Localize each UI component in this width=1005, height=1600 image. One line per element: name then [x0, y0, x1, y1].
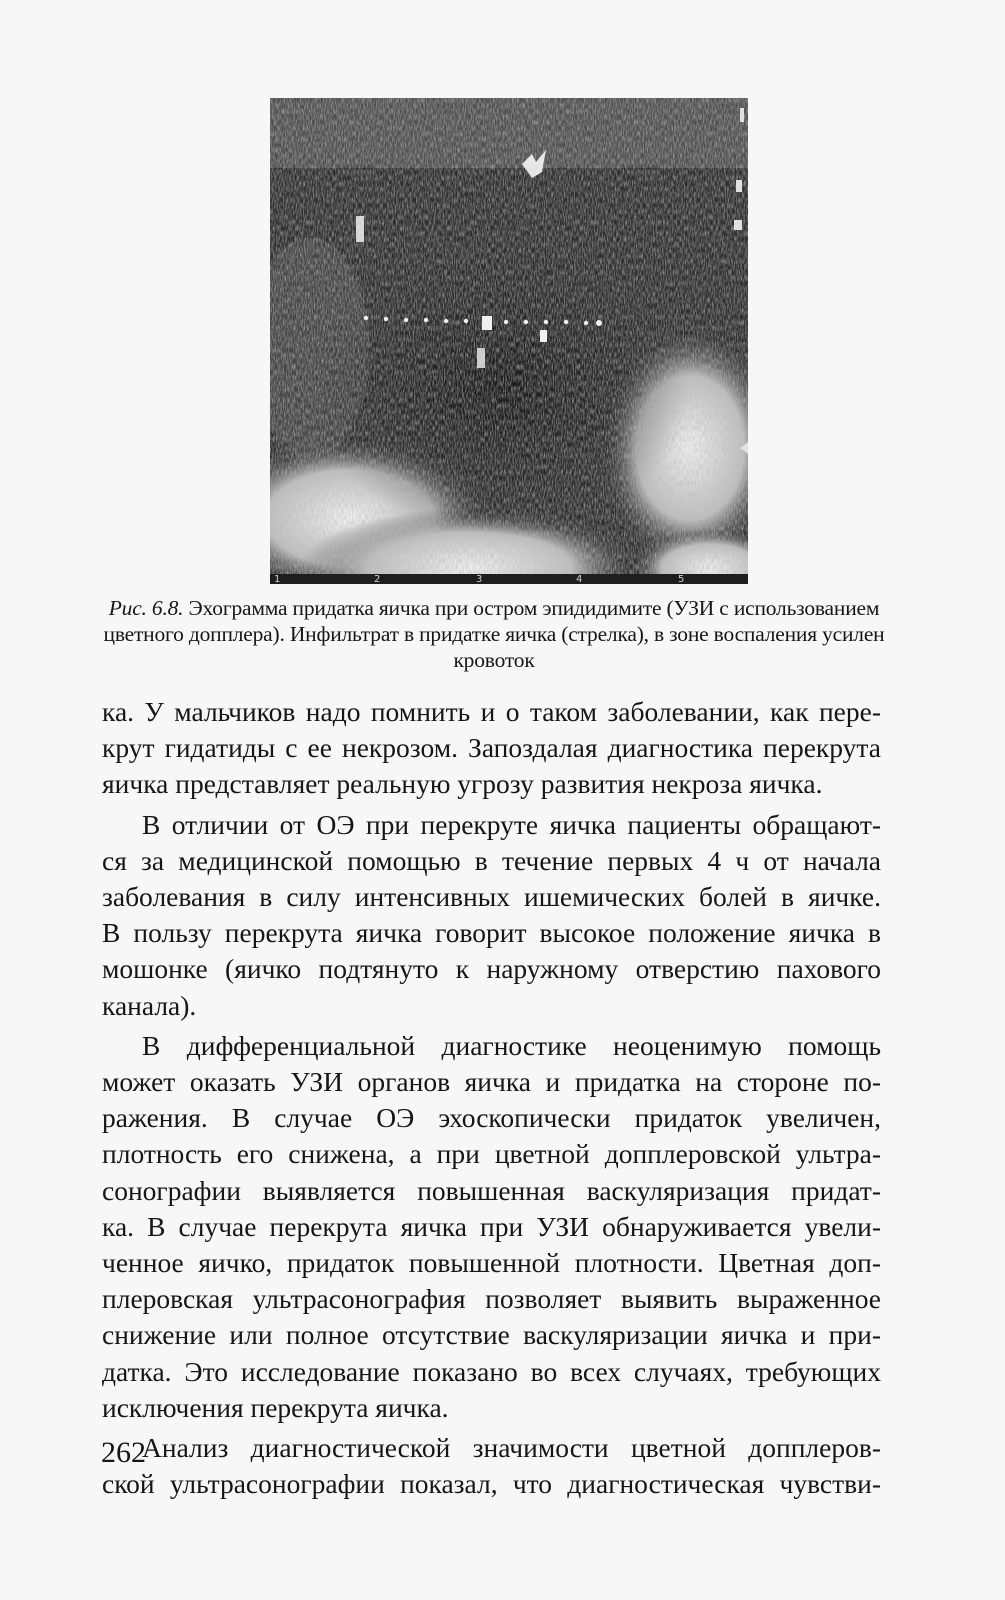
scale-marker: 2	[374, 574, 381, 584]
text-line: плотность его снижена, а при цветной допплеровской ультра-	[102, 1138, 881, 1170]
figure-caption	[100, 595, 888, 673]
paragraph	[102, 694, 881, 803]
text-line: ся за медицинской помощью в течение первых 4 ч от начала	[102, 844, 881, 876]
paragraph	[102, 807, 881, 1024]
text-line: крут гидатиды с ее некрозом. Запоздалая диагностика перекрута	[102, 732, 881, 764]
text-line: плеровская ультрасонография позволяет выявить выраженное	[102, 1283, 881, 1315]
text-line: яичка представляет реальную угрозу развития некроза яичка.	[102, 768, 823, 800]
text-line: снижение или полное отсутствие васкуляризации яичка и при-	[102, 1319, 881, 1351]
text-line: сонографии выявляется повышенная васкуляризация придат-	[102, 1174, 881, 1206]
text-line: может оказать УЗИ органов яичка и придатка на стороне по-	[102, 1066, 881, 1098]
text-line: мошонке (яичко подтянуто к наружному отверстию пахового	[102, 953, 881, 985]
text-line: канала).	[102, 989, 197, 1021]
text-line: ражения. В случае ОЭ эхоскопически придаток увеличен,	[102, 1102, 881, 1134]
page-number: 262	[101, 1436, 146, 1469]
ultrasound-figure	[270, 98, 748, 584]
body-text	[102, 694, 881, 1506]
scale-marker: 3	[476, 574, 483, 584]
text-line: ченное яичко, придаток повышенной плотности. Цветная доп-	[102, 1247, 881, 1279]
text-line: заболевания в силу интенсивных ишемических болей в яичке.	[102, 881, 881, 913]
text-line: В отличии от ОЭ при перекруте яичка пациенты обращают-	[142, 808, 881, 840]
text-line: ка. В случае перекрута яичка при УЗИ обнаруживается увели-	[102, 1210, 881, 1242]
text-line: Анализ диагностической значимости цветной допплеров-	[142, 1432, 881, 1464]
text-line: ка. У мальчиков надо помнить и о таком заболевании, как пере-	[102, 696, 881, 727]
text-line: В дифференциальной диагностике неоценимую помощь	[142, 1029, 881, 1061]
figure-label: Рис. 6.8.	[108, 596, 184, 620]
text-line: В пользу перекрута яичка говорит высокое положение яичка в	[102, 917, 881, 949]
paragraph	[102, 1028, 881, 1426]
scale-marker: 5	[678, 574, 685, 584]
text-line: датка. Это исследование показано во всех случаях, требующих	[102, 1355, 881, 1387]
figure-caption-text: Эхограмма придатка яичка при остром эпидидимите (УЗИ с использованием цветного допплера). Инфильтрат в придатке яичка (стрелка), в зоне воспаления усилен кровоток	[103, 596, 885, 672]
text-line: ской ультрасонографии показал, что диагностическая чувстви-	[102, 1468, 881, 1500]
ultrasound-echogram-image	[270, 98, 748, 584]
text-line: исключения перекрута яичка.	[102, 1391, 449, 1423]
scale-marker: 4	[576, 574, 583, 584]
paragraph	[102, 1430, 881, 1502]
scale-marker: 1	[274, 574, 281, 584]
